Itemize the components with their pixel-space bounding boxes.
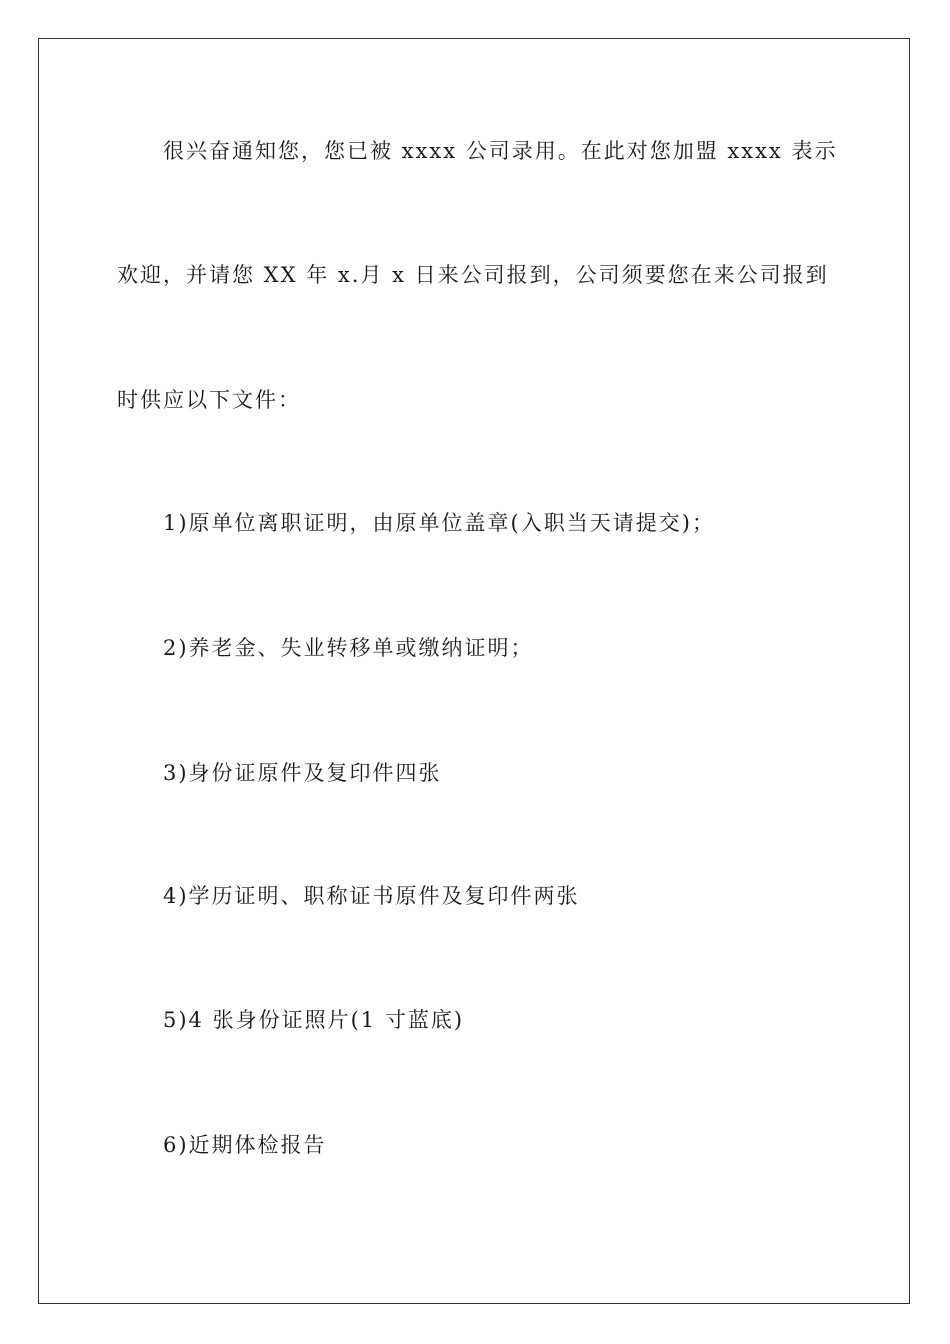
document-list-item-1: 1)原单位离职证明，由原单位盖章(入职当天请提交)； <box>163 511 715 535</box>
document-list-item-6: 6)近期体检报告 <box>163 1133 327 1157</box>
document-list-item-2: 2)养老金、失业转移单或缴纳证明； <box>163 636 534 660</box>
document-list-item-3: 3)身份证原件及复印件四张 <box>163 761 442 785</box>
page-border <box>38 38 910 1304</box>
intro-paragraph-line-3: 时供应以下文件： <box>117 388 301 412</box>
intro-paragraph-line-1: 很兴奋通知您，您已被 xxxx 公司录用。在此对您加盟 xxxx 表示 <box>163 139 838 163</box>
intro-paragraph-line-2: 欢迎，并请您 XX 年 x.月 x 日来公司报到，公司须要您在来公司报到 <box>117 263 829 287</box>
document-list-item-4: 4)学历证明、职称证书原件及复印件两张 <box>163 884 580 908</box>
document-list-item-5: 5)4 张身份证照片(1 寸蓝底) <box>163 1008 465 1032</box>
